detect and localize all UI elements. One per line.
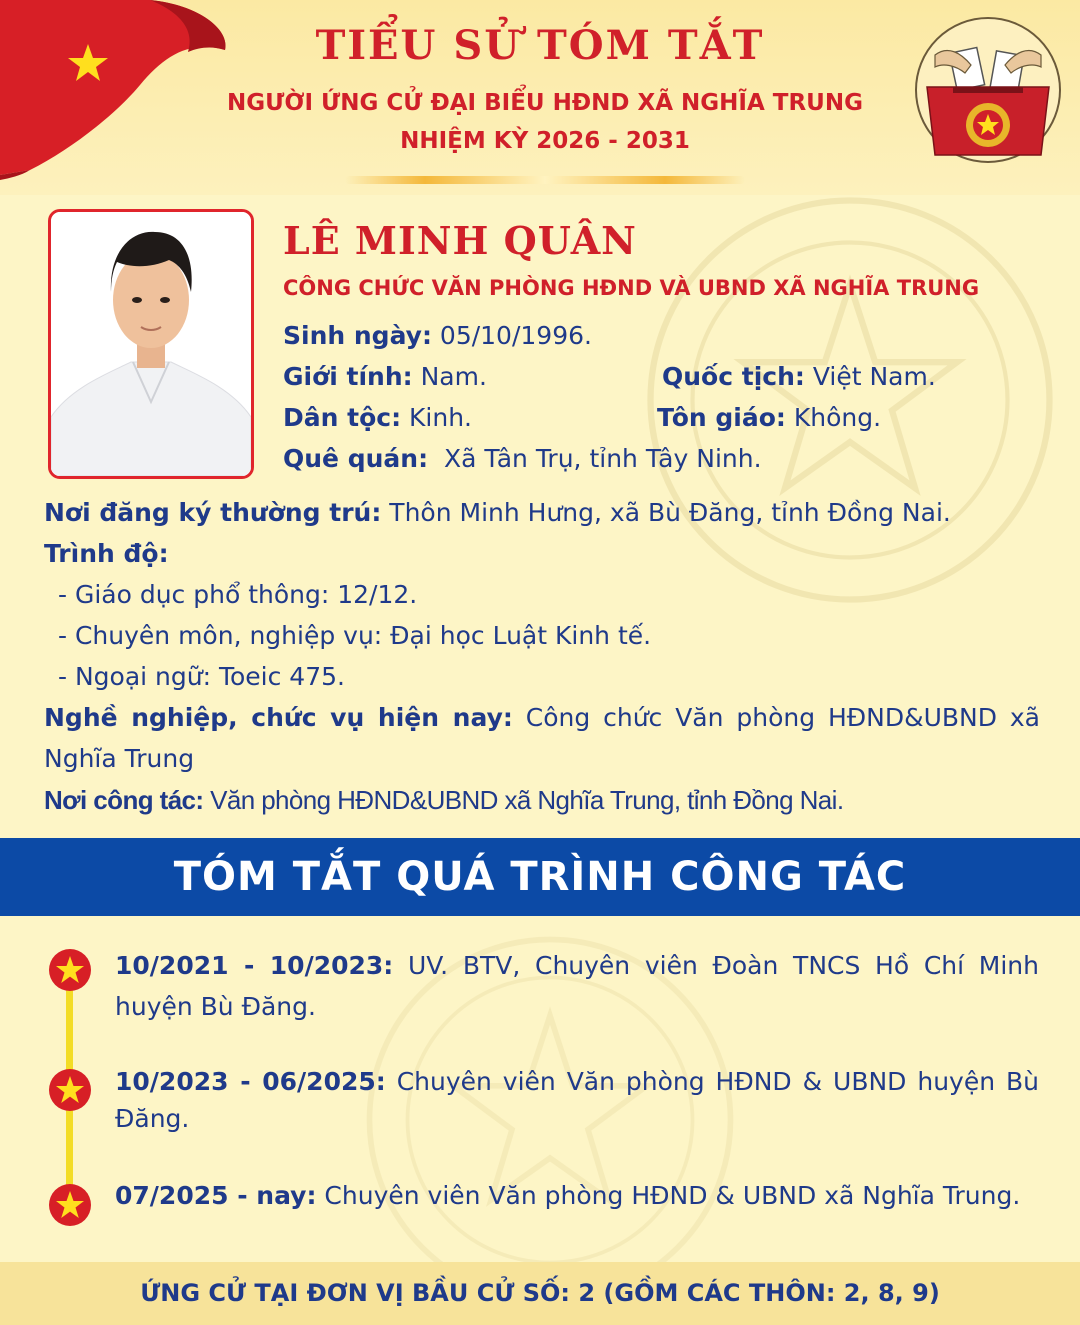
education-item: - Chuyên môn, nghiệp vụ: Đại học Luật Kinh tế.	[58, 621, 652, 650]
subtitle-candidate: NGƯỜI ỨNG CỬ ĐẠI BIỂU HĐND XÃ NGHĨA TRUNG	[227, 90, 863, 116]
education-item: - Giáo dục phổ thông: 12/12.	[58, 580, 418, 609]
career-period: 10/2021 - 10/2023:	[115, 951, 394, 980]
education-label: Trình độ:	[44, 539, 169, 568]
career-period: 07/2025 - nay:	[115, 1181, 317, 1210]
nationality-label: Quốc tịch:	[662, 362, 805, 391]
gold-divider	[345, 176, 745, 184]
workplace-value: Văn phòng HĐND&UBND xã Nghĩa Trung, tỉnh Đồng Nai.	[203, 785, 844, 815]
electoral-unit-footer: ỨNG CỬ TẠI ĐƠN VỊ BẦU CỬ SỐ: 2 (GỒM CÁC THÔN: 2, 8, 9)	[0, 1262, 1080, 1325]
nationality-field	[662, 362, 936, 391]
career-period: 10/2023 - 06/2025:	[115, 1067, 386, 1096]
birth-date-value: 05/10/1996.	[431, 321, 592, 350]
residence-line	[44, 492, 1040, 533]
star-bullet-icon	[48, 1183, 92, 1227]
career-item	[115, 1177, 1039, 1214]
religion-value: Không.	[785, 403, 882, 432]
nationality-value: Việt Nam.	[804, 362, 936, 391]
career-description: Chuyên viên Văn phòng HĐND & UBND xã Nghĩa Trung.	[316, 1181, 1021, 1210]
candidate-name: LÊ MINH QUÂN	[283, 218, 637, 263]
candidate-position: CÔNG CHỨC VĂN PHÒNG HĐND VÀ UBND XÃ NGHĨA TRUNG	[283, 276, 980, 300]
portrait-icon	[51, 212, 251, 476]
religion-field	[657, 403, 881, 432]
page-title: TIỂU SỬ TÓM TẮT	[315, 22, 765, 69]
career-heading: TÓM TẮT QUÁ TRÌNH CÔNG TÁC	[0, 838, 1080, 916]
birth-date-label: Sinh ngày:	[283, 321, 432, 350]
career-description: Chuyên viên Văn phòng HĐND & UBND huyện Bù Đăng.	[115, 1067, 1039, 1133]
ethnicity-value: Kinh.	[401, 403, 473, 432]
career-description: UV. BTV, Chuyên viên Đoàn TNCS Hồ Chí Minh huyện Bù Đăng.	[115, 951, 1039, 1021]
residence-label: Nơi đăng ký thường trú:	[44, 498, 382, 527]
header	[0, 0, 1080, 195]
star-bullet-icon	[48, 948, 92, 992]
ethnicity-label: Dân tộc:	[283, 403, 402, 432]
gender-value: Nam.	[412, 362, 487, 391]
occupation-label: Nghề nghiệp, chức vụ hiện nay:	[44, 703, 513, 732]
ballot-box-icon	[913, 15, 1063, 165]
workplace-line	[44, 780, 1040, 821]
candidate-photo	[48, 209, 254, 479]
occupation-line	[44, 697, 1040, 779]
hometown-field	[283, 444, 762, 473]
education-heading	[44, 533, 1040, 574]
religion-label: Tôn giáo:	[657, 403, 786, 432]
workplace-label: Nơi công tác:	[44, 785, 204, 815]
career-item	[115, 1063, 1039, 1137]
occupation-value: Công chức Văn phòng HĐND&UBND xã Nghĩa Trung	[44, 703, 1040, 773]
education-item: - Ngoại ngữ: Toeic 475.	[58, 662, 345, 691]
gender-label: Giới tính:	[283, 362, 413, 391]
hometown-value: Xã Tân Trụ, tỉnh Tây Ninh.	[428, 444, 762, 473]
ethnicity-field	[283, 403, 472, 432]
gender-field	[283, 362, 487, 391]
birth-date-field	[283, 321, 592, 350]
career-item	[115, 945, 1039, 1027]
hometown-label: Quê quán:	[283, 444, 429, 473]
star-bullet-icon	[48, 1068, 92, 1112]
subtitle-term: NHIỆM KỲ 2026 - 2031	[400, 128, 690, 154]
residence-value: Thôn Minh Hưng, xã Bù Đăng, tỉnh Đồng Nai.	[381, 498, 951, 527]
